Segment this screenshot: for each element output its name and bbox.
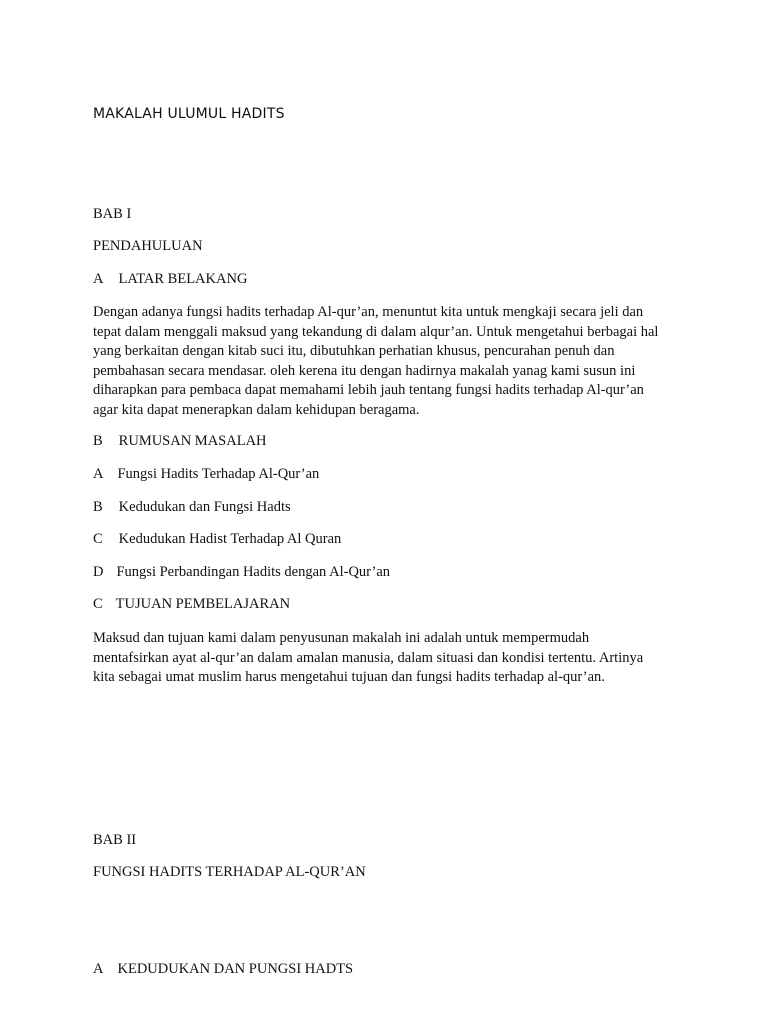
paragraph-line: agar kita dapat menerapkan dalam kehidupan beragama. — [93, 401, 420, 418]
latar-belakang-paragraph — [93, 303, 693, 420]
section-c-heading — [93, 596, 290, 613]
bab1-label: BAB I — [93, 206, 132, 222]
section-a-title: LATAR BELAKANG — [118, 271, 248, 287]
paragraph-line: Maksud dan tujuan kami dalam penyusunan makalah ini adalah untuk mempermudah — [93, 630, 590, 646]
bab2-section-a-heading — [93, 961, 353, 978]
rumusan-letter: A — [93, 466, 104, 482]
rumusan-letter: D — [93, 564, 104, 580]
paragraph-line: tepat dalam menggali maksud yang tekandung di dalam alqur’an. Untuk mengetahui berbagai hal — [93, 323, 659, 340]
rumusan-text: Fungsi Hadits Terhadap Al-Qur’an — [117, 466, 320, 482]
paragraph-line: pembahasan secara mendasar. oleh kerena itu dengan hadirnya makalah yanag kami susun ini — [93, 362, 636, 379]
bab2-section-a-title: KEDUDUKAN DAN PUNGSI HADTS — [117, 961, 354, 977]
rumusan-text: Kedudukan dan Fungsi Hadts — [118, 499, 291, 515]
document-title: MAKALAH ULUMUL HADITS — [93, 106, 285, 122]
paragraph-line: kita sebagai umat muslim harus mengetahui tujuan dan fungsi hadits terhadap al-qur’an. — [93, 669, 605, 685]
paragraph-line: diharapkan para pembaca dapat memahami lebih jauh tentang fungsi hadits terhadap Al-qur’an — [93, 382, 644, 398]
section-b-title: RUMUSAN MASALAH — [118, 433, 267, 449]
section-b-letter: B — [93, 433, 103, 449]
bab2-label: BAB II — [93, 832, 137, 848]
rumusan-item — [93, 499, 291, 516]
rumusan-item — [93, 466, 319, 483]
rumusan-letter: B — [93, 499, 103, 515]
paragraph-line: Dengan adanya fungsi hadits terhadap Al-qur’an, menuntut kita untuk mengkaji secara jeli dan — [93, 304, 644, 320]
rumusan-text: Fungsi Perbandingan Hadits dengan Al-Qur’an — [116, 564, 391, 580]
section-c-letter: C — [93, 596, 103, 612]
rumusan-letter: C — [93, 531, 103, 547]
section-c-title: TUJUAN PEMBELAJARAN — [115, 596, 291, 612]
bab2-section-a-letter: A — [93, 961, 104, 977]
rumusan-text: Kedudukan Hadist Terhadap Al Quran — [118, 531, 342, 547]
tujuan-paragraph — [93, 629, 693, 688]
paragraph-line: mentafsirkan ayat al-qur’an dalam amalan manusia, dalam situasi dan kondisi tertentu. Artinya — [93, 649, 644, 666]
section-a-heading — [93, 271, 247, 288]
bab2-heading: FUNGSI HADITS TERHADAP AL-QUR’AN — [93, 864, 366, 880]
rumusan-item — [93, 531, 341, 548]
paragraph-line: yang berkaitan dengan kitab suci itu, dibutuhkan perhatian khusus, pencurahan penuh dan — [93, 343, 615, 359]
bab1-heading: PENDAHULUAN — [93, 238, 203, 254]
section-b-heading — [93, 433, 267, 450]
section-a-letter: A — [93, 271, 104, 287]
rumusan-item — [93, 564, 390, 581]
